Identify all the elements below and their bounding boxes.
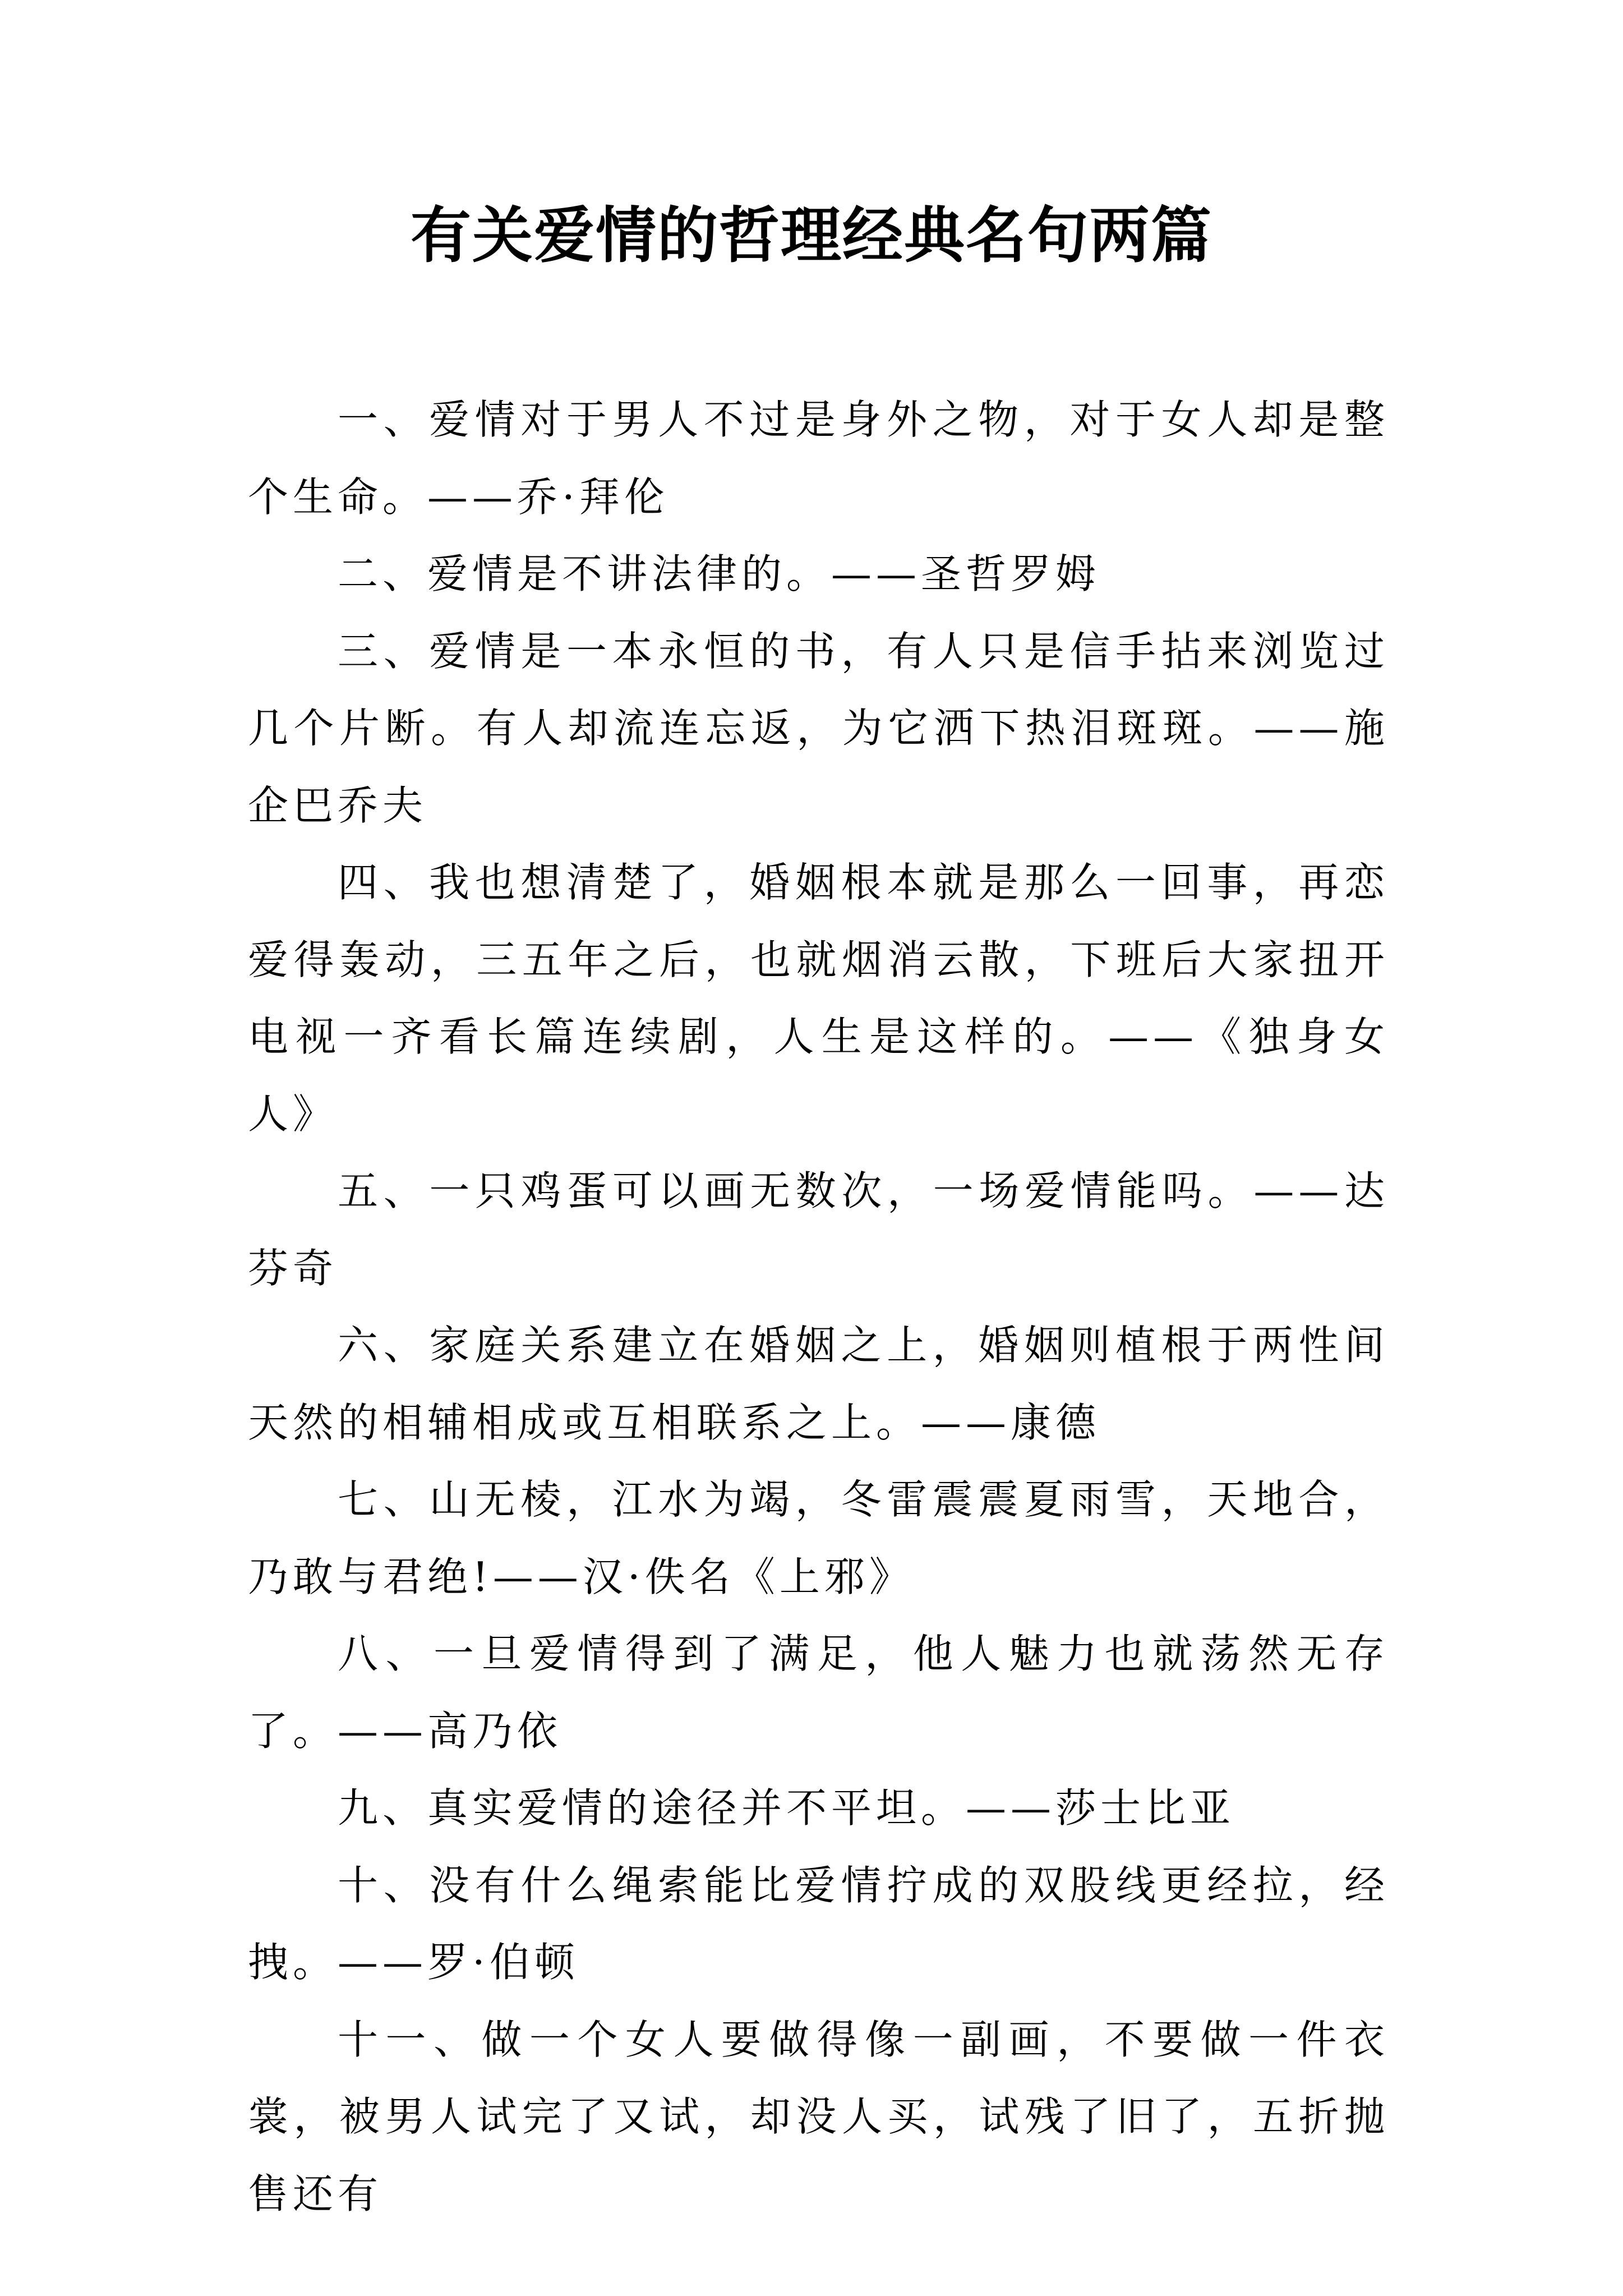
quote-paragraph-1: 一、爱情对于男人不过是身外之物，对于女人却是整个生命。——乔·拜伦 bbox=[248, 396, 1389, 521]
quote-paragraph-2: 二、爱情是不讲法律的。——圣哲罗姆 bbox=[338, 550, 1101, 597]
quote-paragraph-8: 八、一旦爱情得到了满足，他人魅力也就荡然无存了。——高乃依 bbox=[248, 1630, 1389, 1755]
quote-paragraph-5: 五、一只鸡蛋可以画无数次，一场爱情能吗。——达芬奇 bbox=[248, 1167, 1389, 1292]
quote-paragraph-3: 三、爱情是一本永恒的书，有人只是信手拈来浏览过几个片断。有人却流连忘返，为它洒下热泪斑斑。——施企巴乔夫 bbox=[248, 627, 1389, 829]
quote-paragraph-9: 九、真实爱情的途径并不平坦。——莎士比亚 bbox=[338, 1784, 1235, 1832]
quote-paragraph-10: 十、没有什么绳索能比爱情拧成的双股线更经拉，经拽。——罗·伯顿 bbox=[248, 1861, 1389, 1986]
quote-paragraph-7: 七、山无棱，江水为竭，冬雷震震夏雨雪，天地合，乃敢与君绝!——汉·佚名《上邪》 bbox=[248, 1476, 1389, 1600]
document-title: 有关爱情的哲理经典名句两篇 bbox=[410, 200, 1212, 271]
document-body bbox=[248, 381, 1389, 2233]
quote-paragraph-11: 十一、做一个女人要做得像一副画，不要做一件衣裳，被男人试完了又试，却没人买，试残了旧了，五折抛售还有 bbox=[248, 2016, 1389, 2217]
quote-paragraph-6: 六、家庭关系建立在婚姻之上，婚姻则植根于两性间天然的相辅相成或互相联系之上。——康德 bbox=[248, 1322, 1389, 1446]
quote-paragraph-4: 四、我也想清楚了，婚姻根本就是那么一回事，再恋爱得轰动，三五年之后，也就烟消云散，下班后大家扭开电视一齐看长篇连续剧，人生是这样的。——《独身女人》 bbox=[248, 859, 1389, 1138]
